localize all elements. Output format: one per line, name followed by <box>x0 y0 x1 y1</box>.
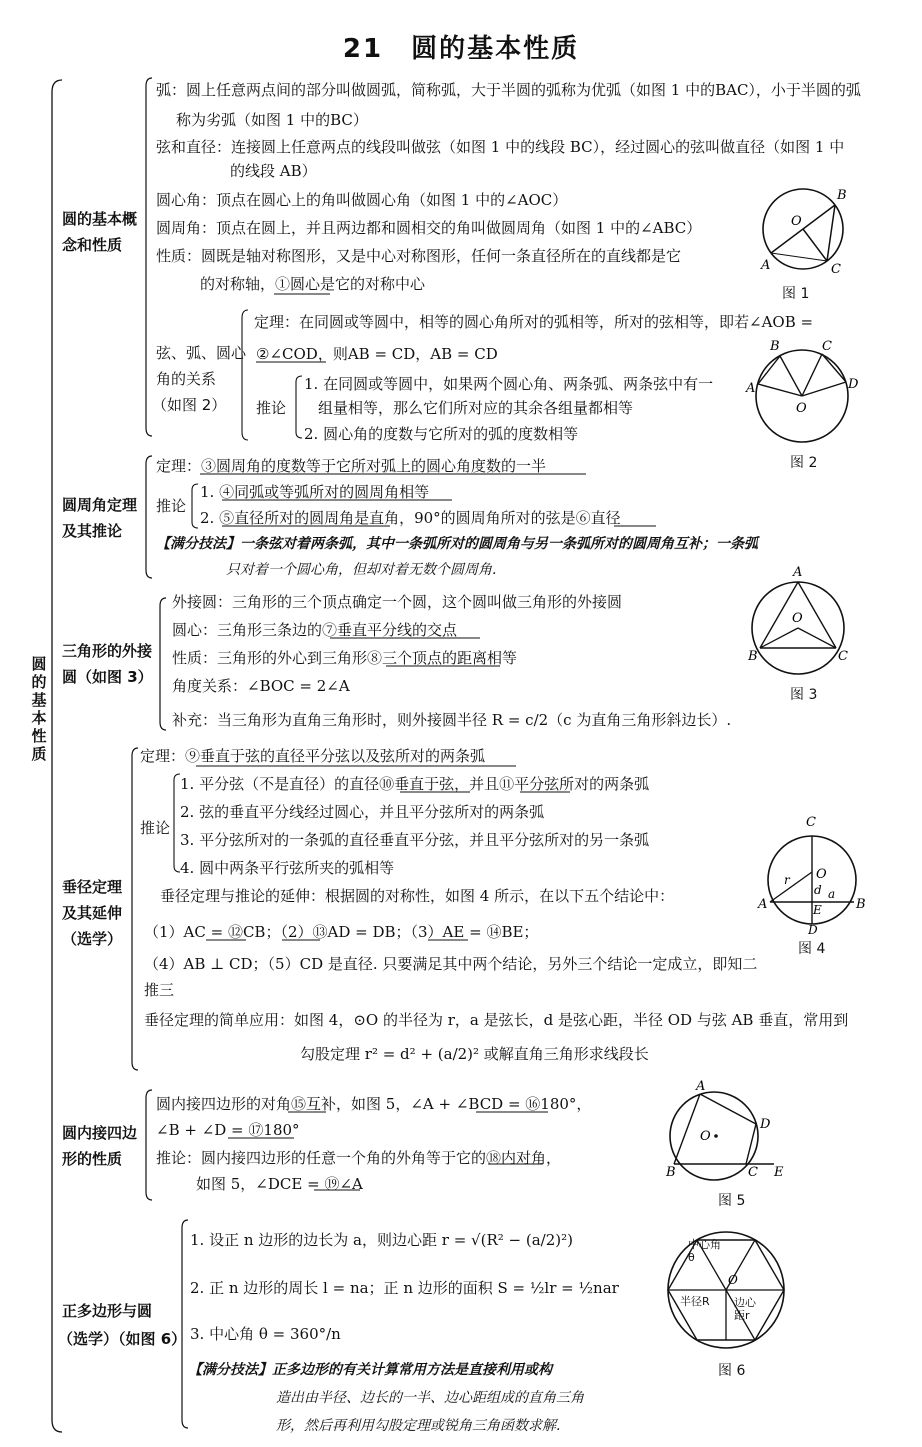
inscribed-corollary-label: 推论 <box>156 497 187 515</box>
sec3-label-1: 三角形的外接 <box>62 642 153 660</box>
svg-text:E: E <box>774 1165 784 1180</box>
arc-chord-corollary-label: 推论 <box>256 399 287 417</box>
svg-text:D: D <box>808 923 818 937</box>
svg-text:C: C <box>822 339 832 354</box>
svg-text:d: d <box>814 883 822 897</box>
figure-6-center-angle: 中心角θ <box>688 1238 721 1264</box>
svg-text:A: A <box>758 897 768 912</box>
svg-text:A: A <box>696 1079 706 1094</box>
figure-6-apothem: 边心距r <box>734 1296 756 1322</box>
sec5-label-1: 圆内接四边 <box>62 1124 138 1142</box>
regular-polygon-tip-3: 形，然后再利用勾股定理或锐角三角函数求解. <box>276 1418 561 1434</box>
regular-polygon-tip-2: 造出由半径、边长的一半、边心距组成的直角三角 <box>276 1390 584 1406</box>
svg-text:O: O <box>816 867 827 882</box>
figure-3 <box>748 565 858 682</box>
svg-text:O: O <box>792 611 803 626</box>
figure-2-caption: 图 2 <box>790 455 818 471</box>
cyclic-quad-property-2: ∠B + ∠D = ⑰180° <box>156 1121 300 1139</box>
sec3-label-2: 圆（如图 3） <box>62 668 153 686</box>
page-title: 21 圆的基本性质 <box>342 34 580 64</box>
svg-text:B: B <box>837 188 847 203</box>
sec2-label-1: 圆周角定理 <box>62 496 138 514</box>
perpendicular-corollary-3: 3. 平分弦所对的一条弧的直径垂直平分弦，并且平分弦所对的另一条弧 <box>180 831 650 849</box>
sec1b-label-1: 弦、弧、圆心 <box>156 344 247 362</box>
perpendicular-result-1: （1）AC = ⑫CB；（2）⑬AD = DB；（3）AE = ⑭BE； <box>144 923 539 941</box>
sec5-label-2: 形的性质 <box>62 1150 123 1168</box>
svg-text:C: C <box>748 1165 758 1180</box>
figure-4-caption: 图 4 <box>798 941 826 957</box>
figure-1 <box>755 183 855 283</box>
circle-property-2: 的对称轴，①圆心是它的对称中心 <box>200 275 426 293</box>
svg-text:O: O <box>700 1129 711 1144</box>
inscribed-corollary-1: 1. ④同弧或等弧所对的圆周角相等 <box>200 483 430 501</box>
perpendicular-corollary-label: 推论 <box>140 819 171 837</box>
regular-polygon-central-angle: 3. 中心角 θ = 360°/n <box>190 1325 341 1343</box>
sec1-label-1: 圆的基本概 <box>62 210 138 228</box>
circle-property-1: 性质：圆既是轴对称图形，又是中心对称图形，任何一条直径所在的直线都是它 <box>156 247 682 265</box>
svg-text:C: C <box>831 262 841 277</box>
regular-polygon-perimeter-area: 2. 正 n 边形的周长 l = na；正 n 边形的面积 S = ½lr = ½nar <box>190 1279 619 1297</box>
svg-text:B: B <box>666 1165 676 1180</box>
sec4-label-3: （选学） <box>62 930 123 948</box>
figure-3-caption: 图 3 <box>790 687 818 703</box>
figure-6-caption: 图 6 <box>718 1363 746 1379</box>
perpendicular-corollary-1: 1. 平分弦（不是直径）的直径⑩垂直于弦，并且⑪平分弦所对的两条弧 <box>180 775 650 793</box>
sec6-label-1: 正多边形与圆 <box>62 1302 153 1320</box>
arc-chord-corollary-1: 1. 在同圆或等圆中，如果两个圆心角、两条弧、两条弦中有一 <box>304 375 714 393</box>
inscribed-tip-1: 【满分技法】一条弦对着两条弧，其中一条弧所对的圆周角与另一条弧所对的圆周角互补；一条弧 <box>156 536 758 552</box>
svg-text:D: D <box>848 377 859 392</box>
svg-text:D: D <box>760 1117 771 1132</box>
perpendicular-result-2: （4）AB ⊥ CD；（5）CD 是直径. 只要满足其中两个结论，另外三个结论一定成立，即知二 <box>144 955 758 973</box>
perpendicular-corollary-4: 4. 圆中两条平行弦所夹的弧相等 <box>180 859 395 877</box>
arc-chord-corollary-1b: 组量相等，那么它们所对应的其余各组量都相等 <box>318 399 634 417</box>
circumcircle-angle: 角度关系：∠BOC = 2∠A <box>172 677 350 695</box>
cyclic-quad-corollary-2: 如图 5，∠DCE = ⑲∠A <box>196 1175 363 1193</box>
inscribed-tip-2: 只对着一个圆心角，但却对着无数个圆周角. <box>226 562 497 578</box>
regular-polygon-apothem: 1. 设正 n 边形的边长为 a，则边心距 r = √(R² − (a/2)²) <box>190 1231 573 1249</box>
svg-text:a: a <box>828 887 836 901</box>
regular-polygon-tip-1: 【满分技法】正多边形的有关计算常用方法是直接利用或构 <box>188 1362 552 1378</box>
inscribed-angle-def: 圆周角：顶点在圆上，并且两边都和圆相交的角叫做圆周角（如图 1 中的∠ABC） <box>156 219 702 237</box>
sec1b-label-2: 角的关系 <box>156 370 217 388</box>
svg-text:B: B <box>770 339 780 354</box>
figure-5 <box>664 1080 794 1190</box>
figure-5-caption: 图 5 <box>718 1193 746 1209</box>
svg-text:O: O <box>728 1273 738 1287</box>
svg-text:A: A <box>746 381 756 396</box>
inscribed-theorem: 定理：③圆周角的度数等于它所对弧上的圆心角度数的一半 <box>156 457 547 475</box>
sec1b-label-3: （如图 2） <box>152 396 227 414</box>
circumcircle-def: 外接圆：三角形的三个顶点确定一个圆，这个圆叫做三角形的外接圆 <box>172 593 623 611</box>
svg-text:E: E <box>813 903 822 917</box>
sec4-label-1: 垂径定理 <box>62 878 123 896</box>
root-label: 圆的基本性质 <box>31 655 47 763</box>
sec2-label-2: 及其推论 <box>62 522 123 540</box>
sec6-label-2: （选学）（如图 6） <box>58 1330 187 1348</box>
svg-text:O: O <box>791 214 802 229</box>
arc-chord-corollary-2: 2. 圆心角的度数与它所对的弧的度数相等 <box>304 425 579 443</box>
svg-text:C: C <box>806 815 816 830</box>
svg-text:B: B <box>856 897 866 912</box>
svg-text:A: A <box>793 565 803 580</box>
perpendicular-extension: 垂径定理与推论的延伸：根据圆的对称性，如图 4 所示，在以下五个结论中： <box>160 887 675 905</box>
circumcircle-supplement: 补充：当三角形为直角三角形时，则外接圆半径 R = c/2（c 为直角三角形斜边长）. <box>172 711 732 729</box>
svg-text:B: B <box>748 649 758 664</box>
cyclic-quad-corollary: 推论：圆内接四边形的任意一个角的外角等于它的⑱内对角， <box>156 1149 562 1167</box>
figure-1-caption: 图 1 <box>782 286 810 302</box>
figure-6 <box>662 1224 792 1354</box>
perpendicular-result-3: 推三 <box>144 981 175 999</box>
chord-def-2: 的线段 AB） <box>230 162 317 180</box>
svg-text:A: A <box>761 258 771 273</box>
sec1-label-2: 念和性质 <box>62 236 123 254</box>
circumcenter-def: 圆心：三角形三条边的⑦垂直平分线的交点 <box>172 621 458 639</box>
svg-text:O: O <box>796 401 807 416</box>
chord-def-1: 弦和直径：连接圆上任意两点的线段叫做弦（如图 1 中的线段 BC），经过圆心的弦叫做直径（如图 1 中 <box>156 138 845 156</box>
sec4-label-2: 及其延伸 <box>62 904 123 922</box>
perpendicular-corollary-2: 2. 弦的垂直平分线经过圆心，并且平分弦所对的两条弧 <box>180 803 545 821</box>
svg-text:r: r <box>784 873 790 887</box>
figure-4 <box>756 808 866 937</box>
perpendicular-theorem: 定理：⑨垂直于弦的直径平分弦以及弦所对的两条弧 <box>140 747 486 765</box>
perpendicular-application: 垂径定理的简单应用：如图 4，⊙O 的半径为 r，a 是弦长，d 是弦心距，半径 OD 与弦 AB 垂直，常用到 <box>144 1011 849 1029</box>
cyclic-quad-property: 圆内接四边形的对角⑮互补，如图 5，∠A + ∠BCD = ⑯180°， <box>156 1095 592 1113</box>
arc-chord-theorem-1: 定理：在同圆或等圆中，相等的圆心角所对的弧相等，所对的弦相等，即若∠AOB = <box>254 313 814 331</box>
svg-text:C: C <box>838 649 848 664</box>
perpendicular-application-formula: 勾股定理 r² = d² + (a/2)² 或解直角三角形求线段长 <box>300 1045 649 1063</box>
inscribed-corollary-2: 2. ⑤直径所对的圆周角是直角，90°的圆周角所对的弦是⑥直径 <box>200 509 621 527</box>
central-angle-def: 圆心角：顶点在圆心上的角叫做圆心角（如图 1 中的∠AOC） <box>156 191 568 209</box>
arc-def-2: 称为劣弧（如图 1 中的BC） <box>176 111 368 129</box>
figure-2 <box>746 339 860 450</box>
circumcenter-property: 性质：三角形的外心到三角形⑧三个顶点的距离相等 <box>172 649 518 667</box>
arc-chord-theorem-2: ②∠COD，则AB = CD，AB = CD <box>256 345 498 363</box>
figure-6-radius: 半径R <box>680 1295 710 1308</box>
arc-def-1: 弧：圆上任意两点间的部分叫做圆弧，简称弧，大于半圆的弧称为优弧（如图 1 中的BAC），小于半圆的弧 <box>156 81 861 99</box>
